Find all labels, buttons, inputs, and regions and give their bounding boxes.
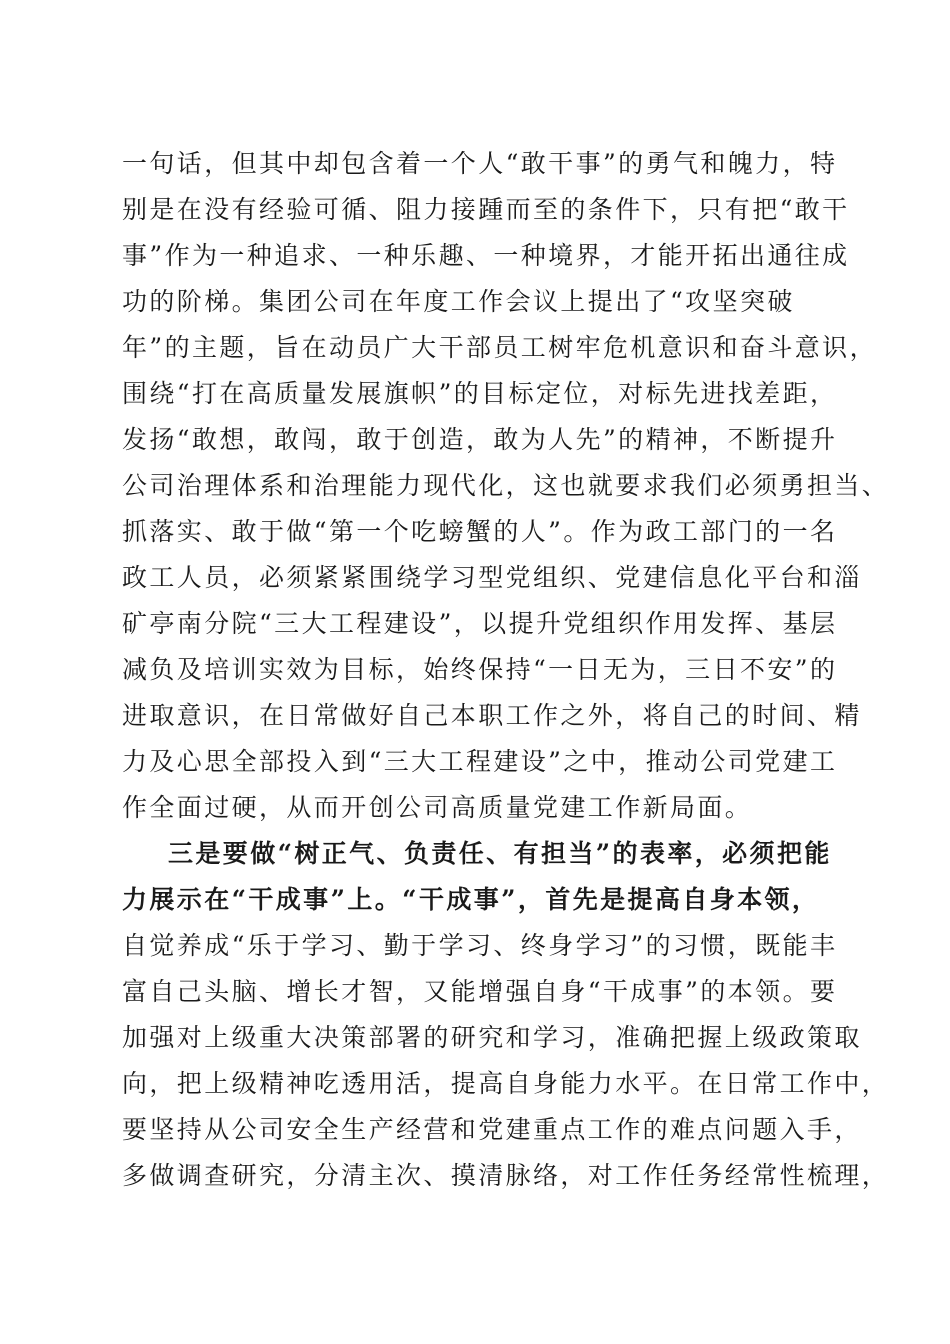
paragraph-heading-line: 力展示在“干成事”上。“干成事”，首先是提高自身本领， [122,885,820,914]
text-line: 政工人员，必须紧紧围绕学习型党组织、党建信息化平台和淄 [122,563,862,592]
text-line: 自觉养成“乐于学习、勤于学习、终身学习”的习惯，既能丰 [122,931,838,960]
text-line: 发扬“敢想，敢闯，敢于创造，敢为人先”的精神，不断提升 [122,425,838,454]
text-line: 年”的主题，旨在动员广大干部员工树牢危机意识和奋斗意识， [122,333,877,362]
text-line: 一句话，但其中却包含着一个人“敢干事”的勇气和魄力，特 [122,149,838,178]
text-line: 别是在没有经验可循、阻力接踵而至的条件下，只有把“敢干 [122,195,850,224]
text-line: 围绕“打在高质量发展旗帜”的目标定位，对标先进找差距， [122,379,838,408]
text-line: 矿亭南分院“三大工程建设”，以提升党组织作用发挥、基层 [122,609,838,638]
text-line: 向，把上级精神吃透用活，提高自身能力水平。在日常工作中， [122,1069,890,1098]
text-line: 作全面过硬，从而开创公司高质量党建工作新局面。 [122,793,753,822]
text-line: 抓落实、敢于做“第一个吃螃蟹的人”。作为政工部门的一名 [122,517,838,546]
text-line: 力及心思全部投入到“三大工程建设”之中，推动公司党建工 [122,747,838,776]
text-line: 富自己头脑、增长才智，又能增强自身“干成事”的本领。要 [122,977,838,1006]
text-line: 要坚持从公司安全生产经营和党建重点工作的难点问题入手， [122,1115,862,1144]
text-line: 加强对上级重大决策部署的研究和学习，准确把握上级政策取 [122,1023,862,1052]
paragraph-heading-line: 三是要做“树正气、负责任、有担当”的表率，必须把能 [168,839,832,868]
text-line: 事”作为一种追求、一种乐趣、一种境界，才能开拓出通往成 [122,241,850,270]
text-line: 多做调查研究，分清主次、摸清脉络，对工作任务经常性梳理， [122,1161,890,1190]
text-line: 减负及培训实效为目标，始终保持“一日无为，三日不安”的 [122,655,838,684]
text-line: 公司治理体系和治理能力现代化，这也就要求我们必须勇担当、 [122,471,890,500]
text-line: 功的阶梯。集团公司在年度工作会议上提出了“攻坚突破 [122,287,795,316]
text-line: 进取意识，在日常做好自己本职工作之外，将自己的时间、精 [122,701,862,730]
